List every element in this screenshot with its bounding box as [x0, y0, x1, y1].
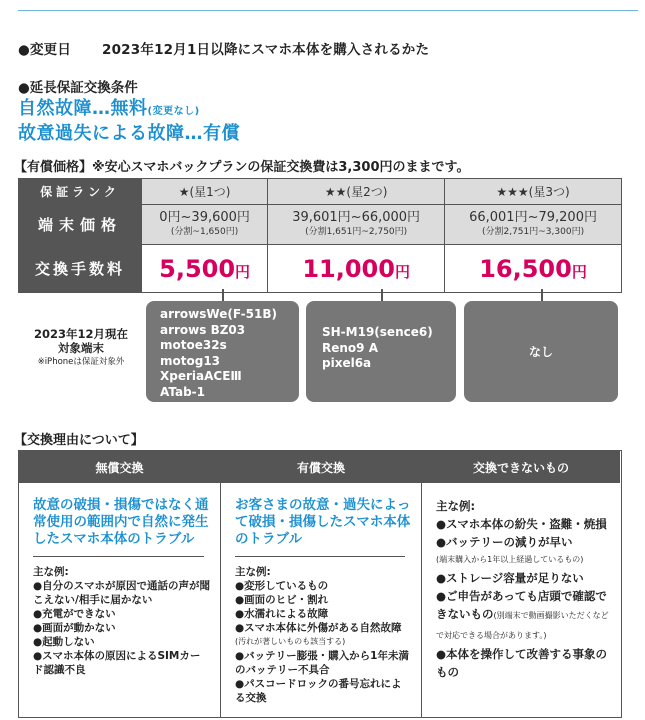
example-item-text: ●ご申告があっても店頭で確認できないもの: [436, 589, 607, 621]
examples-label: 主な例:: [235, 566, 271, 578]
paid-exchange-header: 有償交換: [221, 451, 421, 483]
extension-line-paid: 故意過失による故障…有償: [18, 123, 240, 144]
extension-heading: ●延長保証交換条件: [18, 80, 138, 96]
connector-line: [381, 289, 383, 301]
examples-label: 主な例:: [33, 566, 69, 578]
device-price-cell: [268, 205, 445, 245]
example-item: ●ストレージ容量が足りない: [436, 571, 584, 585]
target-devices-label: [18, 327, 144, 369]
price-table: [18, 178, 622, 293]
reason-heading: 【交換理由について】: [14, 433, 144, 448]
fee-unit: 円: [394, 262, 410, 281]
extension-line-free: [18, 94, 200, 120]
device-price-cell: [142, 205, 268, 245]
tier1-device-box: [146, 301, 299, 402]
target-devices-title: 対象端末: [58, 341, 104, 355]
fee-amount: 16,500: [479, 254, 572, 283]
fee-amount: 11,000: [302, 254, 395, 283]
change-date-label: ●変更日: [18, 42, 72, 58]
example-item: ●スマホ本体の紛失・盗難・焼損: [436, 517, 607, 531]
free-exchange-column: [19, 451, 221, 717]
fee-cell: [445, 245, 622, 293]
device-item: motoe32s: [160, 338, 227, 352]
fee-cell: [268, 245, 445, 293]
device-price-cell: [445, 205, 622, 245]
fee-amount: 5,500: [159, 254, 236, 283]
device-price: 39,601円~66,000円: [292, 209, 421, 225]
device-item: pixel6a: [322, 356, 372, 370]
price-note: 【有償価格】※安心スマホバックプランの保証交換費は3,300円のままです。: [14, 160, 470, 175]
device-price-row-label: 端末価格: [19, 205, 142, 245]
device-price-installment: (分割2,751円~3,300円): [481, 226, 585, 237]
device-item: Reno9 A: [322, 340, 378, 355]
example-item: ●パスコードロックの番号忘れによる交換: [235, 678, 402, 704]
target-devices-date: 2023年12月現在: [33, 327, 128, 341]
paid-exchange-examples: [221, 557, 421, 705]
not-exchangeable-examples: [422, 483, 620, 681]
change-date-text: 2023年12月1日以降にスマホ本体を購入されるかた: [102, 42, 430, 58]
example-item: ●スマホ本体の原因によるSIMカード認識不良: [33, 650, 201, 676]
free-exchange-lead: 故意の破損・損傷ではなく通常使用の範囲内で自然に発生したスマホ本体のトラブル: [33, 497, 209, 547]
top-divider: [18, 10, 638, 11]
device-price-installment: (分割~1,650円): [170, 226, 239, 237]
example-item: [436, 587, 612, 645]
not-exchangeable-header: 交換できないもの: [422, 451, 620, 483]
example-item: ●自分のスマホが原因で通話の声が聞こえない/相手に届かない: [33, 580, 210, 606]
free-exchange-examples: [19, 557, 220, 677]
example-item: ●バッテリー膨張・購入から1年未満のバッテリー不具合: [235, 650, 409, 676]
example-note: (汚れが著しいものも該当する): [235, 637, 346, 646]
example-item: ●画面が動かない: [33, 622, 116, 634]
example-note: (端末購入から1年以上経過しているもの): [436, 555, 584, 564]
device-item: arrowsWe(F-51B): [160, 307, 277, 321]
example-item: ●充電ができない: [33, 608, 116, 620]
no-device-text: なし: [528, 345, 553, 359]
device-item: arrows BZ03: [160, 322, 246, 337]
example-item: ●本体を操作して改善する事象のもの: [436, 647, 608, 679]
fee-row-label: 交換手数料: [19, 245, 142, 293]
device-price: 66,001円~79,200円: [469, 209, 597, 225]
change-date-row: [18, 38, 429, 58]
fee-unit: 円: [571, 262, 587, 281]
device-item: SH-M19(sence6): [322, 325, 433, 339]
rank-cell: ★★(星2つ): [268, 179, 445, 205]
extension-free-note: (変更なし): [147, 106, 200, 117]
example-item: ●画面のヒビ・割れ: [235, 594, 329, 606]
tier2-device-box: [306, 301, 456, 402]
connector-line: [541, 289, 543, 301]
fee-cell: [142, 245, 268, 293]
tier3-device-box: [464, 301, 618, 402]
extension-free-text: 自然故障…無料: [18, 98, 148, 119]
device-item: motog13: [160, 353, 221, 368]
example-note: (別端末で動画撮影いただくなどで対応できる場合があります。): [436, 611, 609, 640]
reason-table: [18, 450, 622, 718]
device-price-installment: (分割1,651円~2,750円): [305, 226, 408, 237]
rank-row-label: 保証ランク: [19, 179, 142, 205]
example-item: ●スマホ本体に外傷がある自然故障: [235, 622, 402, 634]
device-item: XperiaACEⅢ: [160, 369, 242, 383]
device-price-row: [19, 205, 622, 245]
free-exchange-header: 無償交換: [19, 451, 220, 483]
device-price: 0円~39,600円: [159, 209, 250, 225]
paid-exchange-column: [221, 451, 422, 717]
device-item: ATab-1: [160, 384, 206, 399]
not-exchangeable-column: [422, 451, 620, 717]
rank-cell: ★(星1つ): [142, 179, 268, 205]
fee-row: [19, 245, 622, 293]
example-item: ●水濡れによる故障: [235, 608, 329, 620]
rank-cell: ★★★(星3つ): [445, 179, 622, 205]
example-item: ●変形しているもの: [235, 580, 329, 592]
connector-line: [222, 289, 224, 301]
iphone-note: ※iPhoneは保証対象外: [37, 357, 125, 367]
fee-unit: 円: [235, 262, 251, 281]
examples-label: 主な例:: [436, 499, 476, 513]
example-item: ●起動しない: [33, 636, 95, 648]
rank-row: [19, 179, 622, 205]
paid-exchange-lead: お客さまの故意・過失によって破損・損傷したスマホ本体のトラブル: [235, 497, 411, 547]
example-item: ●バッテリーの減りが早い: [436, 535, 573, 549]
